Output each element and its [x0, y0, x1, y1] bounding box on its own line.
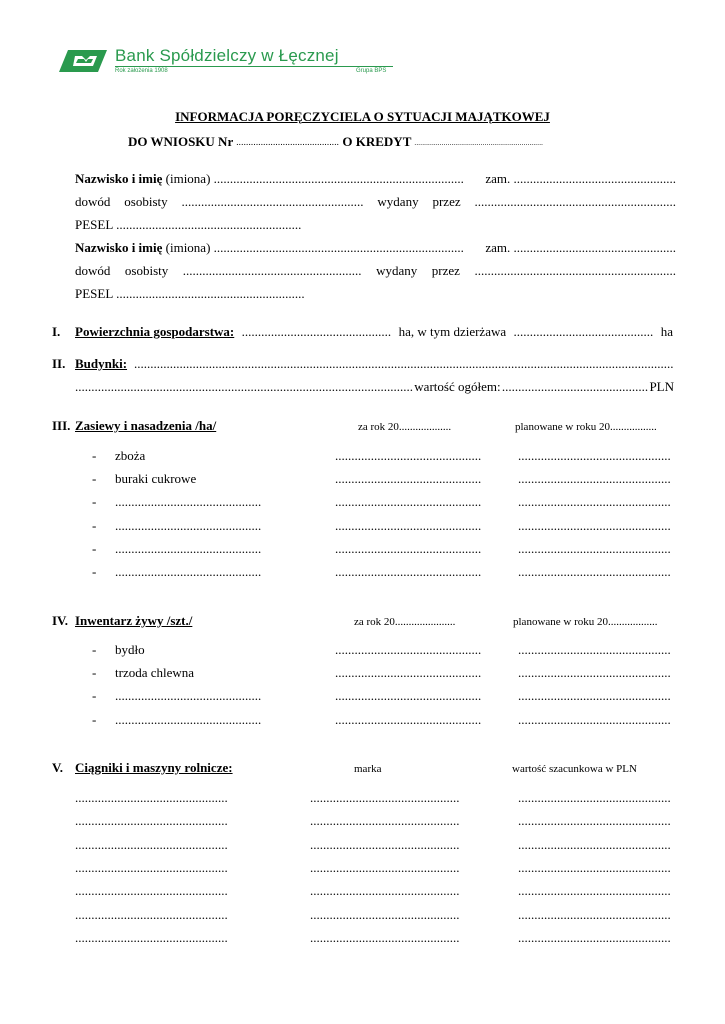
section-2-title: Budynki:	[75, 356, 128, 371]
section-3-col2-header: planowane w roku 20.................	[515, 421, 657, 433]
list-item-dash: -	[92, 540, 97, 556]
crop-last-year-field[interactable]: .............................................	[335, 448, 482, 463]
list-item-dash: -	[92, 642, 97, 657]
section-1-number: I.	[52, 324, 61, 339]
buildings-value-field[interactable]: .............................................	[501, 379, 649, 394]
section-2-number: II.	[52, 356, 66, 371]
machine-value-field[interactable]: ...............................................	[518, 836, 671, 852]
guarantor-2-address-field[interactable]: ..................................................	[513, 240, 676, 255]
section-4-title: Inwentarz żywy /szt./	[75, 613, 193, 628]
guarantor-1-id-row	[75, 194, 676, 210]
buildings-value-label: wartość ogółem:	[414, 379, 501, 394]
bank-logo	[58, 46, 394, 76]
guarantor-2-id-field[interactable]: .......................................................	[182, 263, 362, 278]
crop-label: zboża	[115, 448, 146, 463]
machine-value-field[interactable]: ...............................................	[518, 813, 671, 829]
livestock-label: trzoda chlewna	[115, 665, 195, 681]
crop-name-field[interactable]: .............................................	[115, 494, 262, 510]
crop-planned-field[interactable]: ...............................................	[518, 540, 671, 556]
form-title: INFORMACJA PORĘCZYCIELA O SYTUACJI MAJĄTKOWEJ	[175, 109, 550, 124]
list-item-dash: -	[92, 564, 97, 579]
section-1-title: Powierzchnia gospodarstwa:	[75, 324, 235, 339]
id-word1: dowód	[75, 263, 111, 278]
machine-value-field[interactable]: ...............................................	[518, 859, 671, 875]
section-4-number: IV.	[52, 613, 69, 628]
crop-planned-field[interactable]: ...............................................	[518, 448, 671, 463]
guarantor-1-pesel-field[interactable]: .........................................................	[116, 217, 302, 232]
livestock-last-year-field[interactable]: .............................................	[335, 665, 482, 681]
machine-brand-field[interactable]: ..............................................	[310, 790, 460, 805]
machine-value-field[interactable]: ...............................................	[518, 790, 671, 805]
logo-group: Grupa BPS	[356, 68, 387, 74]
guarantor-1-id-field[interactable]: ........................................................	[181, 194, 364, 209]
buildings-currency: PLN	[649, 379, 674, 394]
machine-brand-field[interactable]: ..............................................	[310, 883, 460, 899]
machine-brand-field[interactable]: ..............................................	[310, 836, 460, 852]
list-item-dash: -	[92, 665, 97, 681]
name-label: Nazwisko i imię	[75, 240, 163, 255]
machine-value-field[interactable]: ...............................................	[518, 929, 671, 945]
crop-planned-field[interactable]: ...............................................	[518, 564, 671, 579]
guarantor-1-pesel-row	[75, 217, 301, 233]
issued-word2: przez	[432, 194, 461, 209]
livestock-planned-field[interactable]: ...............................................	[518, 711, 671, 727]
crop-planned-field[interactable]: ...............................................	[518, 471, 671, 487]
section-5-title: Ciągniki i maszyny rolnicze:	[75, 760, 233, 775]
section-4-col1-header: za rok 20......................	[354, 616, 456, 628]
livestock-last-year-field[interactable]: .............................................	[335, 711, 482, 727]
bank-name: Bank Spółdzielczy w Łęcznej	[115, 46, 339, 65]
guarantor-1-issued-field[interactable]: ..............................................................	[474, 194, 676, 209]
guarantor-2-pesel-field[interactable]: ..........................................................	[116, 286, 305, 301]
issued-word1: wydany	[376, 263, 418, 278]
section-5-number: V.	[52, 760, 63, 775]
machine-name-field[interactable]: ...............................................	[75, 813, 228, 829]
livestock-last-year-field[interactable]: .............................................	[335, 642, 482, 657]
guarantor-2-name-row	[75, 240, 676, 256]
crop-name-field[interactable]: .............................................	[115, 540, 262, 556]
section-1-row	[75, 324, 673, 340]
machine-value-field[interactable]: ...............................................	[518, 883, 671, 899]
pesel-label: PESEL	[75, 217, 113, 232]
crop-last-year-field[interactable]: .............................................	[335, 494, 482, 510]
name-paren: (imiona)	[165, 171, 211, 186]
guarantor-2-id-row	[75, 263, 676, 279]
issued-word1: wydany	[377, 194, 419, 209]
credit-label: O KREDYT	[342, 134, 412, 149]
livestock-planned-field[interactable]: ...............................................	[518, 665, 671, 681]
machine-name-field[interactable]: ...............................................	[75, 859, 228, 875]
issued-word2: przez	[431, 263, 460, 278]
guarantor-2-name-field[interactable]: .............................................................................	[213, 240, 464, 255]
livestock-name-field[interactable]: .............................................	[115, 711, 262, 727]
section-3-col1-header: za rok 20...................	[358, 421, 452, 433]
address-label: zam.	[485, 171, 511, 186]
leased-area-unit: ha	[660, 324, 673, 339]
list-item-dash: -	[92, 688, 97, 704]
machine-name-field[interactable]: ...............................................	[75, 906, 228, 922]
id-word1: dowód	[75, 194, 111, 209]
section-3-number: III.	[52, 418, 71, 433]
bank-logo-icon	[58, 48, 108, 74]
section-4-col2-header: planowane w roku 20..................	[513, 616, 658, 628]
crop-last-year-field[interactable]: .............................................	[335, 517, 482, 533]
list-item-dash: -	[92, 494, 97, 510]
machine-brand-field[interactable]: ..............................................	[310, 813, 460, 829]
farm-area-unit: ha, w tym dzierżawa	[398, 324, 507, 339]
list-item-dash: -	[92, 517, 97, 533]
crop-last-year-field[interactable]: .............................................	[335, 471, 482, 487]
list-item-dash: -	[92, 471, 97, 487]
crop-last-year-field[interactable]: .............................................	[335, 540, 482, 556]
pesel-label: PESEL	[75, 286, 113, 301]
section-3-title: Zasiewy i nasadzenia /ha/	[75, 418, 217, 433]
application-number-field[interactable]: ..........................................	[236, 137, 340, 147]
livestock-last-year-field[interactable]: .............................................	[335, 688, 482, 704]
list-item-dash: -	[92, 711, 97, 727]
buildings-field-1[interactable]: ......................................................................................................................................................................	[134, 356, 674, 371]
logo-founded: Rok założenia 1908	[115, 68, 168, 74]
address-label: zam.	[485, 240, 511, 255]
section-5-col1-header: marka	[354, 763, 382, 775]
guarantor-2-pesel-row	[75, 286, 305, 302]
crop-name-field[interactable]: .............................................	[115, 517, 262, 533]
crop-name-field[interactable]: .............................................	[115, 564, 262, 579]
section-2-row-2	[75, 379, 674, 395]
machine-name-field[interactable]: ...............................................	[75, 883, 228, 899]
machine-brand-field[interactable]: ..............................................	[310, 859, 460, 875]
guarantor-2-issued-field[interactable]: ..............................................................	[474, 263, 676, 278]
crop-planned-field[interactable]: ...............................................	[518, 517, 671, 533]
credit-field[interactable]: ..................................................................	[414, 139, 544, 147]
livestock-label: bydło	[115, 642, 145, 657]
guarantor-1-address-field[interactable]: ..................................................	[513, 171, 676, 186]
machine-name-field[interactable]: ...............................................	[75, 790, 228, 805]
livestock-planned-field[interactable]: ...............................................	[518, 688, 671, 704]
name-label: Nazwisko i imię	[75, 171, 163, 186]
machine-brand-field[interactable]: ..............................................	[310, 906, 460, 922]
name-paren: (imiona)	[165, 240, 211, 255]
machine-name-field[interactable]: ...............................................	[75, 929, 228, 945]
machine-name-field[interactable]: ...............................................	[75, 836, 228, 852]
farm-area-field[interactable]: ..............................................	[241, 324, 392, 339]
machine-value-field[interactable]: ...............................................	[518, 906, 671, 922]
crop-planned-field[interactable]: ...............................................	[518, 494, 671, 510]
livestock-planned-field[interactable]: ...............................................	[518, 642, 671, 657]
guarantor-1-name-field[interactable]: .............................................................................	[213, 171, 464, 186]
list-item-dash: -	[92, 448, 97, 463]
crop-label: buraki cukrowe	[115, 471, 197, 487]
application-number-label: DO WNIOSKU Nr	[128, 134, 233, 149]
livestock-name-field[interactable]: .............................................	[115, 688, 262, 704]
buildings-field-2[interactable]: ........................................................................................................	[75, 379, 413, 394]
crop-last-year-field[interactable]: .............................................	[335, 564, 482, 579]
guarantor-1-name-row	[75, 171, 676, 187]
id-word2: osobisty	[124, 263, 169, 278]
machine-brand-field[interactable]: ..............................................	[310, 929, 460, 945]
section-5-col2-header: wartość szacunkowa w PLN	[512, 763, 637, 775]
leased-area-field[interactable]: ...........................................	[513, 324, 654, 339]
id-word2: osobisty	[124, 194, 168, 209]
form-subtitle	[128, 134, 543, 152]
logo-underline	[115, 66, 393, 67]
